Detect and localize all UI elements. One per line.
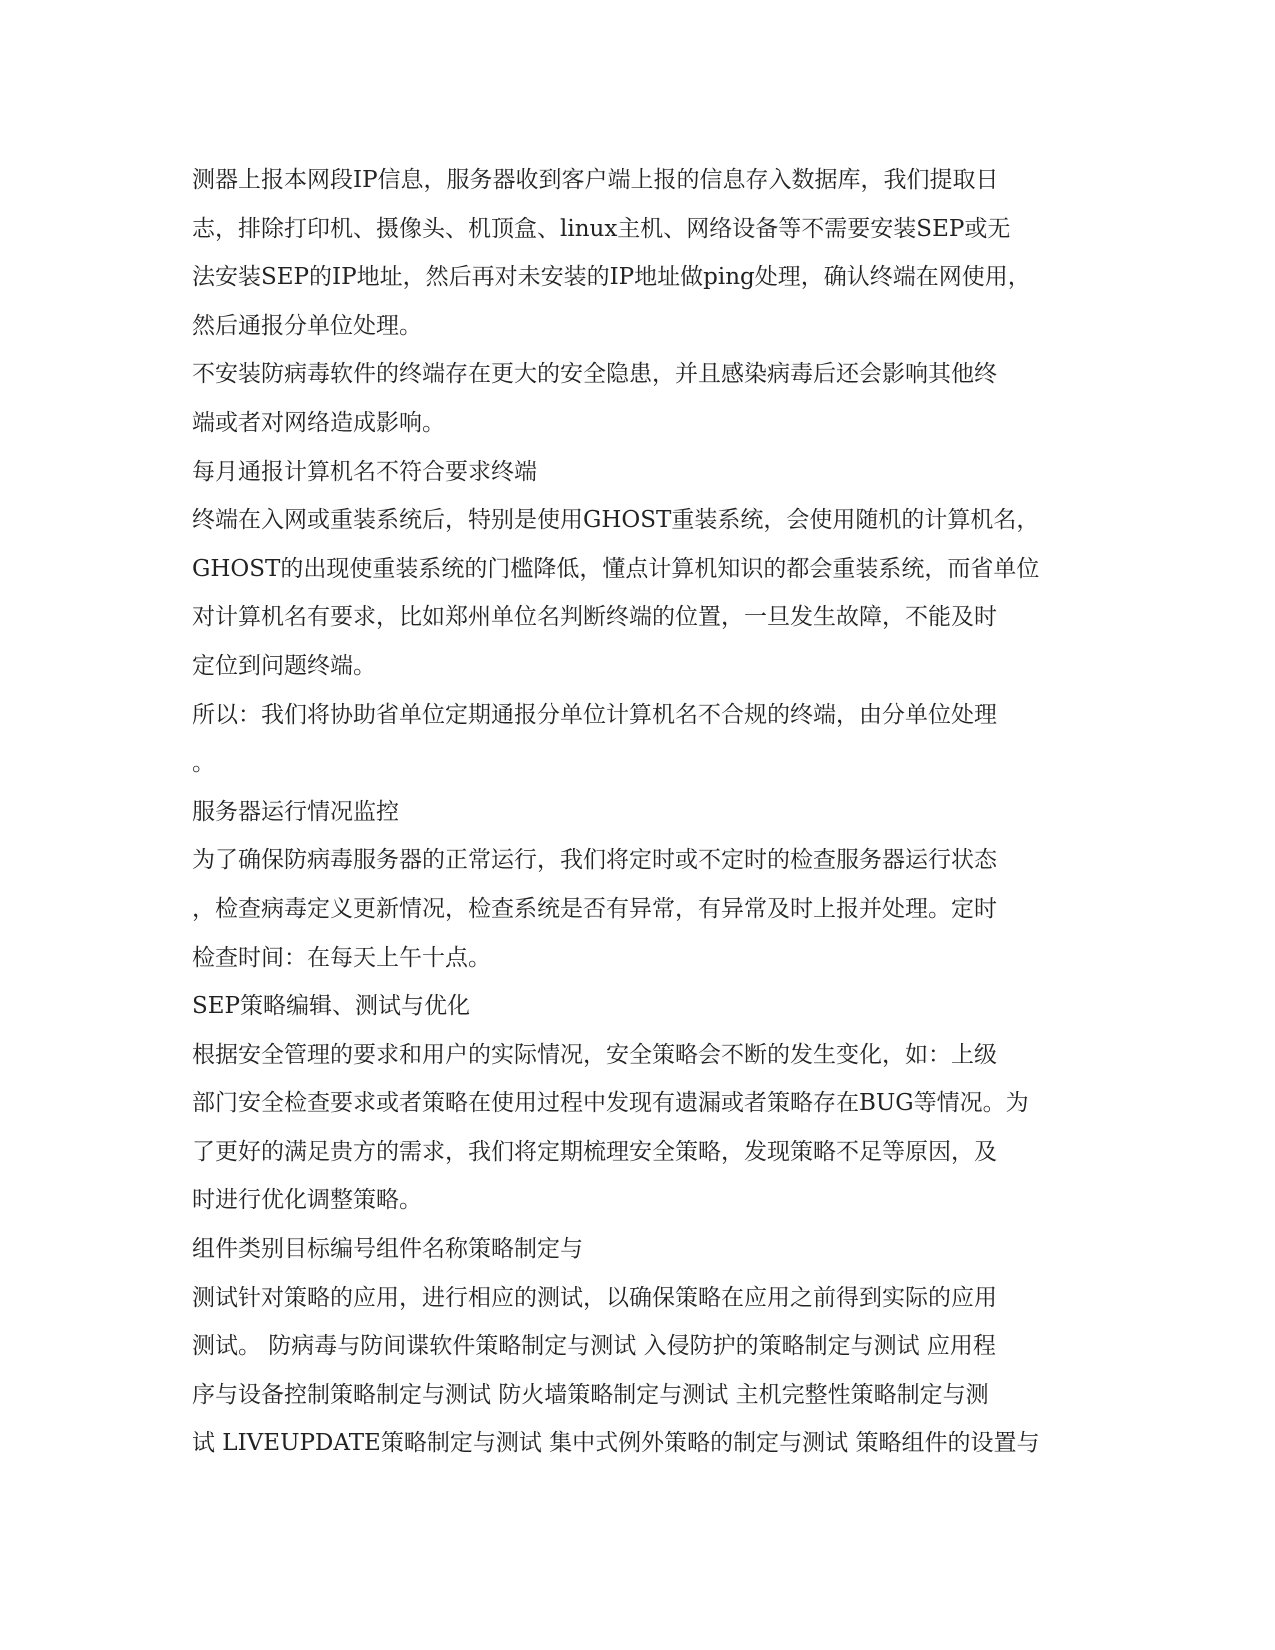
text-line: GHOST的出现使重装系统的门槛降低，懂点计算机知识的都会重装系统，而省单位 [192,555,1040,582]
text-line: 法安装SEP的IP地址，然后再对未安装的IP地址做ping处理，确认终端在网使用， [192,264,1031,291]
text-line: 检查时间：在每天上午十点。 [192,944,491,971]
text-line: 对计算机名有要求，比如郑州单位名判断终端的位置，一旦发生故障，不能及时 [192,604,997,631]
text-line: ，检查病毒定义更新情况，检查系统是否有异常，有异常及时上报并处理。定时 [192,895,997,922]
text-line: 测试针对策略的应用，进行相应的测试，以确保策略在应用之前得到实际的应用 [192,1284,997,1311]
text-line: 了更好的满足贵方的需求，我们将定期梳理安全策略，发现策略不足等原因，及 [192,1138,997,1165]
text-line: 时进行优化调整策略。 [192,1187,422,1214]
text-line: 志，排除打印机、摄像头、机顶盒、linux主机、网络设备等不需要安装SEP或无 [192,215,1011,242]
text-line: 不安装防病毒软件的终端存在更大的安全隐患，并且感染病毒后还会影响其他终 [192,361,997,388]
text-line: 然后通报分单位处理。 [192,312,422,339]
text-line: 所以：我们将协助省单位定期通报分单位计算机名不合规的终端，由分单位处理 [192,701,997,728]
text-line: 终端在入网或重装系统后，特别是使用GHOST重装系统，会使用随机的计算机名， [192,507,1040,534]
text-line: 。 [192,750,215,777]
text-line: 根据安全管理的要求和用户的实际情况，安全策略会不断的发生变化，如：上级 [192,1041,997,1068]
section-heading: 组件类别目标编号组件名称策略制定与 [192,1236,583,1263]
text-line: 试 LIVEUPDATE策略制定与测试 集中式例外策略的制定与测试 策略组件的设置与 [192,1430,1040,1457]
text-line: 序与设备控制策略制定与测试 防火墙策略制定与测试 主机完整性策略制定与测 [192,1381,989,1408]
text-line: 测试。 防病毒与防间谍软件策略制定与测试 入侵防护的策略制定与测试 应用程 [192,1333,996,1360]
text-line: 部门安全检查要求或者策略在使用过程中发现有遗漏或者策略存在BUG等情况。为 [192,1090,1029,1117]
section-heading: 每月通报计算机名不符合要求终端 [192,458,537,485]
section-heading: SEP策略编辑、测试与优化 [192,993,471,1020]
document-body [192,156,1082,1468]
text-line: 端或者对网络造成影响。 [192,409,445,436]
text-line: 为了确保防病毒服务器的正常运行，我们将定时或不定时的检查服务器运行状态 [192,847,997,874]
text-line: 定位到问题终端。 [192,652,376,679]
section-heading: 服务器运行情况监控 [192,798,399,825]
text-line: 测器上报本网段IP信息，服务器收到客户端上报的信息存入数据库，我们提取日 [192,167,999,193]
